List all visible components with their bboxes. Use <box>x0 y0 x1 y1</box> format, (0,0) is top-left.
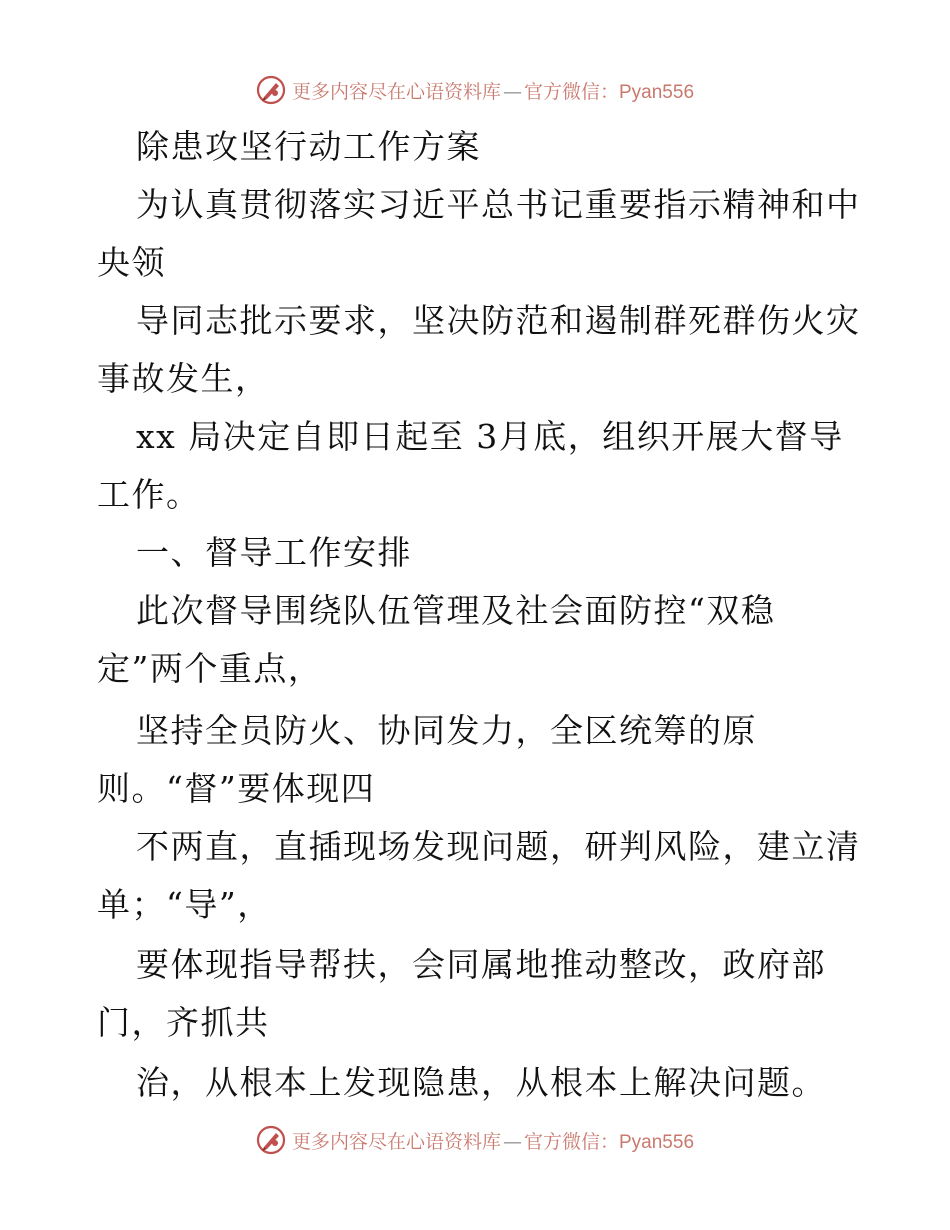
watermark-separator: — <box>502 80 522 103</box>
paragraph-line: xx 局决定自即日起至 3月底，组织开展大督导 <box>136 417 844 456</box>
paragraph-line: 要体现指导帮扶，会同属地推动整改，政府部 <box>136 945 826 984</box>
watermark-cn: 更多内容尽在心语资料库 <box>291 1130 501 1153</box>
watermark-text <box>292 1127 694 1154</box>
paragraph-line: 为认真贯彻落实习近平总书记重要指示精神和中 <box>136 185 861 224</box>
section-heading: 一、督导工作安排 <box>136 533 412 572</box>
watermark-separator: — <box>502 1130 522 1153</box>
document-title: 除患攻坚行动工作方案 <box>136 127 481 166</box>
paragraph-line: 导同志批示要求，坚决防范和遏制群死群伤火灾 <box>136 301 861 340</box>
paragraph-line: 单；“导”， <box>97 885 272 924</box>
paragraph-line: 治，从根本上发现隐患，从根本上解决问题。 <box>136 1063 826 1102</box>
watermark-official: 官方微信： <box>523 1130 619 1153</box>
paragraph-line: 工作。 <box>97 475 201 514</box>
paragraph-line: 则。“督”要体现四 <box>97 769 376 808</box>
paragraph-line: 事故发生， <box>97 359 270 398</box>
quill-pen-logo-icon <box>256 75 286 105</box>
watermark-text <box>292 77 694 104</box>
paragraph-line: 此次督导围绕队伍管理及社会面防控“双稳 <box>136 591 776 630</box>
quill-pen-logo-icon <box>256 1125 286 1155</box>
paragraph-line: 央领 <box>97 243 166 282</box>
watermark-id: Pyan556 <box>619 1131 695 1153</box>
paragraph-line: 门，齐抓共 <box>97 1003 270 1042</box>
watermark-official: 官方微信： <box>523 80 619 103</box>
paragraph-line: 坚持全员防火、协同发力，全区统筹的原 <box>136 711 757 750</box>
watermark-id: Pyan556 <box>619 81 695 103</box>
watermark-bottom <box>0 1120 950 1160</box>
paragraph-line: 定”两个重点， <box>97 649 323 688</box>
watermark-cn: 更多内容尽在心语资料库 <box>291 80 501 103</box>
watermark-top <box>0 70 950 110</box>
paragraph-line: 不两直，直插现场发现问题，研判风险，建立清 <box>136 827 861 866</box>
